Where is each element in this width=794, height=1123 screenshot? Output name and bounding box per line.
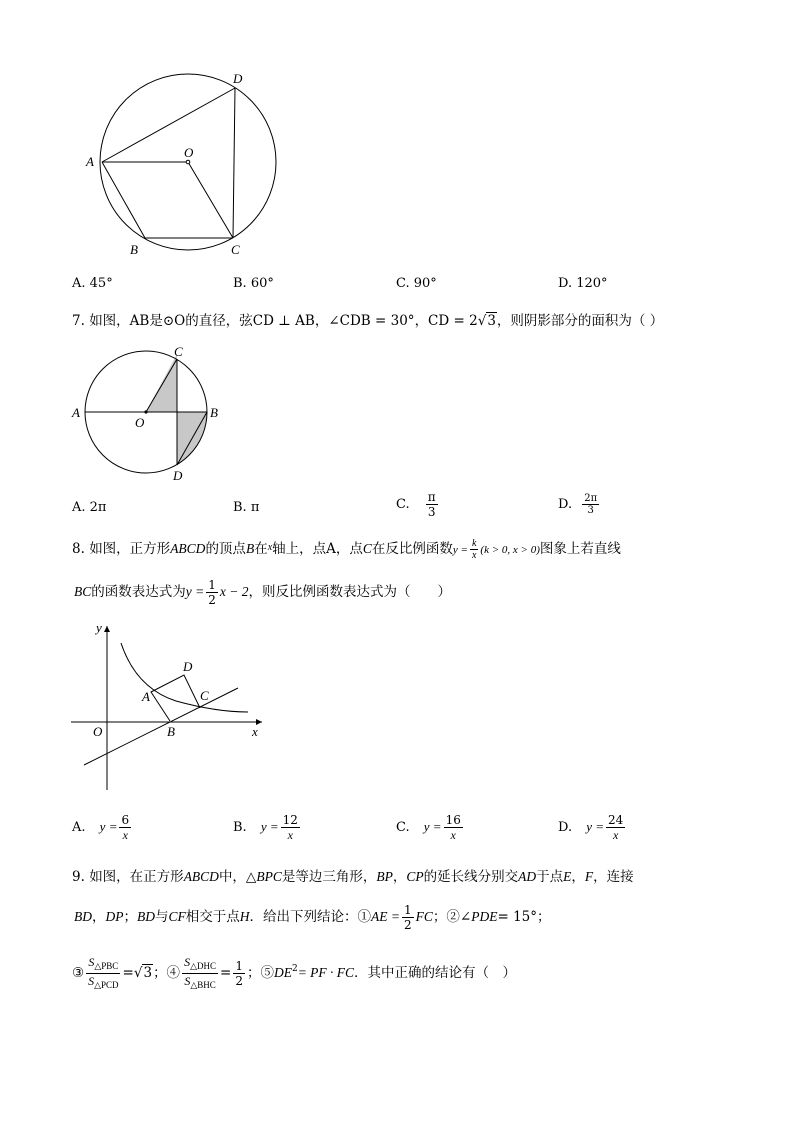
q8-line2-text: 的函数表达式为 xyxy=(91,584,186,600)
q7-center-dot xyxy=(144,410,147,413)
q6-center-dot xyxy=(186,160,190,164)
q7-option-d-den: 3 xyxy=(587,505,594,516)
q9-l3-f1-den-s: S xyxy=(88,974,95,988)
q8-func-x: x xyxy=(471,550,477,561)
q8-option-d-num: 24 xyxy=(608,813,624,827)
q6-label-C: C xyxy=(231,242,240,257)
q9-l3-c5: ；⑤ xyxy=(246,965,274,981)
q9-stem-line1 xyxy=(72,867,634,887)
q8-func-k: k xyxy=(471,538,477,549)
q7-label-A: A xyxy=(72,405,80,420)
q7-cd-prefix: ，CD = 2 xyxy=(414,313,478,329)
q9-stem-line2 xyxy=(74,903,551,932)
q9-l1-d: ， xyxy=(392,869,407,885)
q9-l3-sq: 2 xyxy=(291,964,298,974)
q9-number: 9. xyxy=(72,869,85,885)
q7-angle: ∠CDB = 30° xyxy=(328,313,415,329)
q7-sqrt: √3 xyxy=(477,313,496,329)
q9-l2-den: 2 xyxy=(404,918,412,932)
q6-line-DC xyxy=(233,88,235,238)
q8-label-y: y xyxy=(96,620,102,635)
q8-point-c: C xyxy=(362,541,372,556)
q8-option-a xyxy=(72,813,133,842)
q8-text-5: 在反比例函数 xyxy=(371,541,453,557)
q9-l3-rhs: = PF · FC xyxy=(297,965,355,980)
q9-l1-e: 的延长线分别交 xyxy=(423,869,519,885)
q9-l1-c: 是等边三角形， xyxy=(281,869,377,885)
q9-l3-f1-num-s: S xyxy=(88,955,95,969)
q8-point-b: B xyxy=(245,541,255,556)
q8-text-4: 轴上，点A，点 xyxy=(272,541,363,557)
q8-label-x: x xyxy=(252,724,258,739)
q8-label-B: B xyxy=(167,724,175,739)
q9-l1-E: E xyxy=(563,869,572,884)
q8-square-ABCD xyxy=(151,675,200,721)
q9-l3-f1-den-sub: △PCD xyxy=(94,980,119,990)
q8-text-2: 的顶点 xyxy=(205,541,246,557)
q9-l2-num: 1 xyxy=(404,903,412,917)
q9-l3-f2-num-sub: △DHC xyxy=(190,961,216,971)
q9-l1-bp: BP xyxy=(376,869,393,884)
q7-option-d-label: D. xyxy=(558,497,573,512)
q7-option-d xyxy=(558,493,601,516)
q9-l3-c4: ；④ xyxy=(153,965,181,981)
q6-option-b: B. 60° xyxy=(233,276,274,291)
q8-condition: (k > 0, x > 0) xyxy=(480,544,540,556)
q7-label-O: O xyxy=(135,415,145,430)
q9-l2-f: ；②∠ xyxy=(432,909,472,925)
q9-l2-ae: AE = xyxy=(371,909,400,924)
q7-stem xyxy=(72,311,663,331)
q9-l2-g: = 15°； xyxy=(497,909,551,925)
q9-l3-f2-den-sub: △BHC xyxy=(190,980,216,990)
q6-line-OC xyxy=(188,162,233,238)
q8-option-d xyxy=(558,813,627,842)
q9-l2-bd: BD xyxy=(74,909,92,924)
q7-option-c xyxy=(396,490,440,519)
q9-l1-ad: AD xyxy=(518,869,537,884)
q7-option-c-num: π xyxy=(427,490,436,504)
q9-l2-h: H xyxy=(239,909,250,924)
q7-option-a: A. 2π xyxy=(72,500,107,515)
q8-option-c-label: C. xyxy=(396,820,410,835)
q8-square: ABCD xyxy=(170,541,206,556)
q8-line2-tail: ，则反比例函数表达式为（ ） xyxy=(248,584,451,600)
q9-l2-c: 与 xyxy=(155,909,169,925)
q9-l1-a: 如图，在正方形 xyxy=(89,869,184,885)
q7-text-2: ，则阴影部分的面积为（ ） xyxy=(496,313,664,329)
q8-line-bc: BC xyxy=(74,584,92,599)
q7-option-d-num: 2π xyxy=(584,493,598,504)
q9-l2-pde: PDE xyxy=(471,909,498,924)
q8-text-3: 在 xyxy=(254,541,268,557)
q6-option-c: C. 90° xyxy=(396,276,437,291)
q6-label-D: D xyxy=(233,71,243,86)
q6-label-A: A xyxy=(86,154,94,169)
q9-l2-b: ； xyxy=(123,909,137,925)
q9-l2-fc: FC xyxy=(415,909,433,924)
q7-text-1: 如图，AB是⊙O的直径，弦CD ⊥ AB， xyxy=(89,313,329,329)
q9-l3-d: 2 xyxy=(235,974,243,988)
q8-label-D: D xyxy=(183,659,193,674)
q7-label-C: C xyxy=(174,344,183,359)
q8-option-c-lhs: y = xyxy=(423,819,442,834)
q6-label-O: O xyxy=(184,145,194,160)
q8-stem-line1 xyxy=(72,538,621,561)
q8-option-c-den: x xyxy=(450,828,456,842)
q8-hyperbola xyxy=(121,643,248,712)
q9-l1-f: 于点 xyxy=(536,869,564,885)
q8-option-b-label: B. xyxy=(233,820,247,835)
q8-option-b xyxy=(233,813,302,842)
q6-label-B: B xyxy=(130,242,138,257)
q9-l1-square: ABCD xyxy=(183,869,219,884)
q8-text-6: 图象上若直线 xyxy=(539,541,621,557)
q8-x-axis: x xyxy=(267,542,273,553)
q6-option-a: A. 45° xyxy=(72,276,113,291)
q9-l3-eq1: = xyxy=(122,965,134,981)
q9-stem-line3 xyxy=(72,955,516,992)
q8-label-A: A xyxy=(142,689,150,704)
q8-label-C: C xyxy=(200,688,209,703)
q9-l1-F: F xyxy=(584,869,594,884)
q8-option-b-den: x xyxy=(287,828,293,842)
q8-figure xyxy=(66,618,276,798)
q6-option-d: D. 120° xyxy=(558,276,608,291)
q8-text-1: 如图，正方形 xyxy=(89,541,171,557)
q9-l1-cp: CP xyxy=(406,869,424,884)
q8-label-O: O xyxy=(93,724,103,739)
q9-l3-c3: ③ xyxy=(72,965,85,981)
q7-figure xyxy=(68,340,228,490)
q9-l3-eq2: = xyxy=(220,965,232,981)
q9-l2-d: 相交于点 xyxy=(185,909,240,925)
q9-l3-f1-num-sub: △PBC xyxy=(94,961,119,971)
q9-l3-sqrt: √3 xyxy=(133,965,153,981)
q8-line2-num: 1 xyxy=(208,578,216,592)
q9-l2-cf: CF xyxy=(168,909,186,924)
q9-l2-bd2: BD xyxy=(137,909,155,924)
q9-l3-n: 1 xyxy=(235,959,243,973)
q7-label-B: B xyxy=(210,405,218,420)
q8-stem-line2 xyxy=(74,578,451,607)
q9-l1-b: 中，△ xyxy=(218,869,257,885)
q9-l3-f2-den-s: S xyxy=(184,974,191,988)
q8-option-a-label: A. xyxy=(72,820,86,835)
q7-option-c-label: C. xyxy=(396,497,410,512)
q8-option-b-num: 12 xyxy=(282,813,298,827)
q8-option-d-lhs: y = xyxy=(586,819,605,834)
q7-option-b: B. π xyxy=(233,500,260,515)
q6-line-AD xyxy=(102,88,235,162)
q9-l3-de: DE xyxy=(273,965,292,980)
q8-option-a-den: x xyxy=(122,828,128,842)
q9-l3-f2-num-s: S xyxy=(184,955,191,969)
q8-number: 8. xyxy=(72,541,85,557)
q9-l2-a: ， xyxy=(92,909,106,925)
q8-option-d-label: D. xyxy=(558,820,573,835)
q8-option-a-num: 6 xyxy=(121,813,130,827)
q8-option-c-num: 16 xyxy=(445,813,461,827)
q7-option-c-den: 3 xyxy=(427,505,436,519)
q8-option-c xyxy=(396,813,465,842)
q7-label-D: D xyxy=(173,468,183,483)
q9-l3-tail: ．其中正确的结论有（ ） xyxy=(354,965,517,981)
q8-func-y: y = xyxy=(452,544,468,556)
q8-line2-y: y = xyxy=(185,584,205,599)
q8-option-b-lhs: y = xyxy=(260,819,279,834)
q8-option-a-lhs: y = xyxy=(99,819,118,834)
q9-l2-e: ．给出下列结论：① xyxy=(249,909,372,925)
q9-l1-g: ， xyxy=(571,869,585,885)
q8-line2-rest: x − 2 xyxy=(219,584,249,599)
q8-option-d-den: x xyxy=(613,828,619,842)
q9-l1-bpc: BPC xyxy=(256,869,282,884)
q7-number: 7. xyxy=(72,313,85,329)
q9-l1-h: ，连接 xyxy=(593,869,634,885)
q9-l2-dp: DP xyxy=(105,909,124,924)
q6-figure xyxy=(80,65,290,265)
q8-line2-den: 2 xyxy=(208,593,216,607)
